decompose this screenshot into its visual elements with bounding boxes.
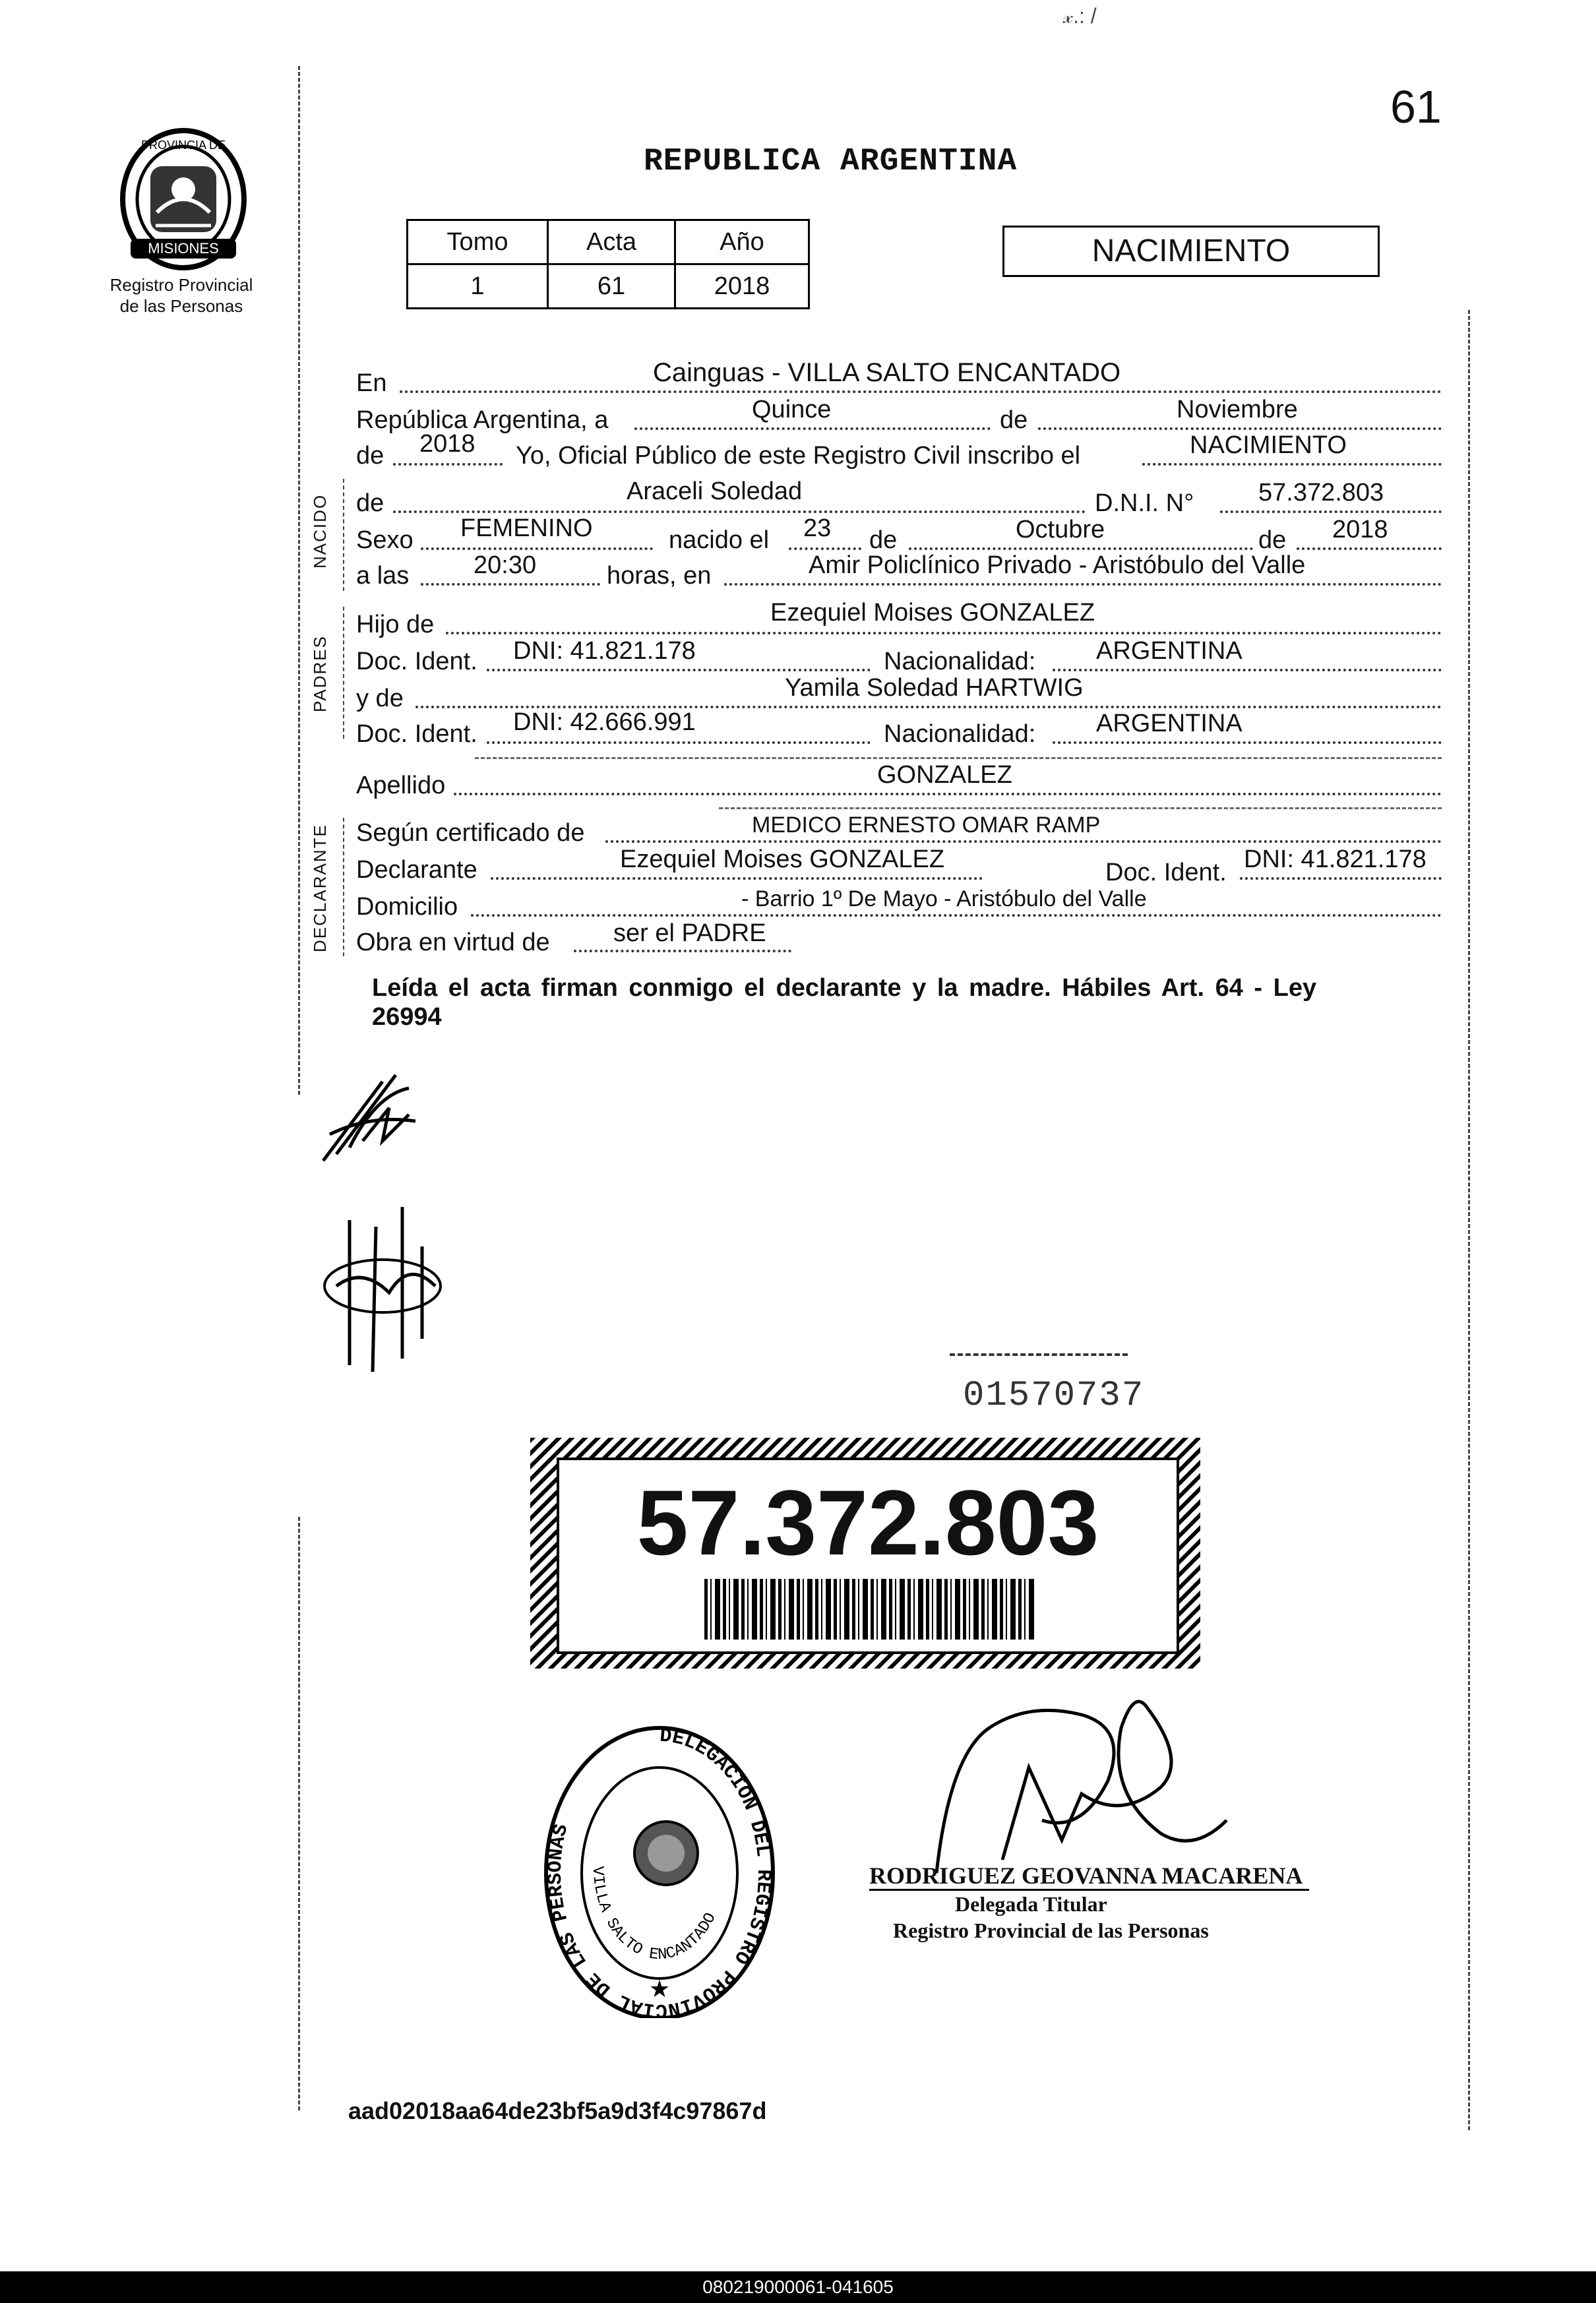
alas-label: a las bbox=[356, 562, 410, 590]
dni-barcode bbox=[704, 1579, 1034, 1640]
signatory-name: RODRIGUEZ GEOVANNA MACARENA bbox=[869, 1862, 1309, 1891]
birth-time-value: 20:30 bbox=[474, 551, 537, 579]
birth-day-value: 23 bbox=[803, 514, 832, 542]
svg-text:★: ★ bbox=[648, 1975, 671, 2002]
father-nat-value: ARGENTINA bbox=[1096, 637, 1243, 665]
dotted-line bbox=[446, 632, 1442, 634]
dotted-line bbox=[724, 583, 1442, 586]
declarante-label: Declarante bbox=[356, 856, 477, 884]
record-table bbox=[406, 219, 810, 309]
nacido-bracket bbox=[343, 479, 344, 591]
officer-text: Yo, Oficial Público de este Registro Civil inscribo el bbox=[516, 442, 1081, 470]
anio-value: 2018 bbox=[675, 264, 809, 309]
horas-label: horas, en bbox=[607, 562, 712, 590]
cert-value: MEDICO ERNESTO OMAR RAMP bbox=[752, 813, 1101, 838]
margin-signature-1 bbox=[310, 1068, 429, 1171]
mother-nat-value: ARGENTINA bbox=[1096, 710, 1243, 737]
dotted-line bbox=[491, 877, 983, 880]
dni-label: D.N.I. N° bbox=[1095, 489, 1194, 517]
country-title: REPUBLICA ARGENTINA bbox=[644, 144, 1018, 179]
shield-emblem-icon bbox=[117, 127, 249, 272]
cert-label: Según certificado de bbox=[356, 819, 585, 847]
signatory-org: Registro Provincial de las Personas bbox=[893, 1919, 1209, 1942]
declarante-doc-value: DNI: 41.821.178 bbox=[1244, 845, 1427, 873]
de-label: de bbox=[356, 442, 384, 470]
margin-signature-2 bbox=[323, 1207, 448, 1382]
top-mark: 𝓍.: / bbox=[1063, 4, 1097, 28]
nac-label: Nacionalidad: bbox=[884, 648, 1036, 675]
domicilio-value: - Barrio 1º De Mayo - Aristóbulo del Valle bbox=[741, 886, 1147, 911]
section-divider bbox=[719, 807, 1442, 809]
birth-month-value: Octubre bbox=[1016, 516, 1105, 543]
obra-value: ser el PADRE bbox=[613, 919, 766, 947]
nacido-label: nacido el bbox=[669, 526, 770, 554]
section-divider bbox=[475, 757, 1442, 759]
apellido-label: Apellido bbox=[356, 772, 446, 799]
obra-label: Obra en virtud de bbox=[356, 929, 550, 956]
de-label: de bbox=[1000, 406, 1028, 434]
father-doc-value: DNI: 41.821.178 bbox=[513, 637, 696, 665]
doc-label: Doc. Ident. bbox=[356, 648, 477, 675]
mother-doc-value: DNI: 42.666.991 bbox=[513, 708, 696, 736]
declarante-value: Ezequiel Moises GONZALEZ bbox=[620, 845, 945, 873]
hijo-label: Hijo de bbox=[356, 611, 435, 638]
dni-sticker bbox=[530, 1438, 1200, 1669]
footer-bar: 080219000061-041605 bbox=[0, 2271, 1596, 2303]
side-label-nacido: NACIDO bbox=[310, 493, 330, 568]
side-label-padres: PADRES bbox=[310, 635, 330, 712]
official-signature bbox=[910, 1688, 1306, 1886]
dotted-line bbox=[421, 583, 600, 586]
nac-label: Nacionalidad: bbox=[884, 720, 1036, 748]
dotted-line bbox=[471, 914, 1442, 917]
svg-text:PROVINCIA DE: PROVINCIA DE bbox=[140, 138, 226, 152]
dotted-line bbox=[393, 463, 503, 466]
dotted-line bbox=[400, 390, 1442, 393]
record-table-values bbox=[408, 264, 809, 309]
doc-label: Doc. Ident. bbox=[356, 720, 477, 748]
de-label: de bbox=[356, 489, 384, 517]
left-margin-line-lower bbox=[298, 1517, 300, 2110]
dotted-line bbox=[574, 950, 791, 952]
dotted-line bbox=[487, 669, 871, 671]
closing-text: Leída el acta firman conmigo el declarante y la madre. Hábiles Art. 64 - Ley 26994 bbox=[372, 974, 1317, 1031]
document-hash: aad02018aa64de23bf5a9d3f4c97867d bbox=[348, 2097, 767, 2124]
serial-dash bbox=[950, 1353, 1128, 1356]
surname-value: GONZALEZ bbox=[877, 761, 1012, 789]
acta-value: 61 bbox=[548, 264, 675, 309]
record-table-header bbox=[408, 220, 809, 264]
dni-sticker-number: 57.372.803 bbox=[636, 1471, 1099, 1574]
office-seal bbox=[541, 1715, 778, 2018]
record-type-box: NACIMIENTO bbox=[1002, 226, 1380, 277]
sexo-value: FEMENINO bbox=[460, 514, 593, 542]
birth-year-value: 2018 bbox=[1332, 516, 1388, 543]
child-dni-value: 57.372.803 bbox=[1258, 479, 1384, 507]
yde-label: y de bbox=[356, 685, 404, 712]
birth-place-value: Amir Policlínico Privado - Aristóbulo del Valle bbox=[809, 551, 1306, 579]
de-label: de bbox=[1258, 526, 1287, 554]
dotted-line bbox=[605, 840, 1442, 843]
sticker-serial: 01570737 bbox=[963, 1376, 1145, 1416]
tomo-header: Tomo bbox=[408, 220, 548, 264]
doc-label: Doc. Ident. bbox=[1105, 859, 1227, 886]
mother-name-value: Yamila Soledad HARTWIG bbox=[785, 674, 1084, 702]
de-label: de bbox=[869, 526, 898, 554]
left-margin-line bbox=[298, 66, 300, 1095]
child-name-value: Araceli Soledad bbox=[627, 477, 803, 505]
declarante-bracket bbox=[343, 818, 344, 956]
year-value: 2018 bbox=[419, 430, 476, 458]
dotted-line bbox=[1297, 547, 1442, 550]
acta-header: Acta bbox=[548, 220, 675, 264]
place-value: Cainguas - VILLA SALTO ENCANTADO bbox=[653, 358, 1121, 387]
registry-name: Registro Provincial de las Personas bbox=[109, 275, 253, 316]
dotted-line bbox=[1053, 741, 1442, 744]
dotted-line bbox=[1142, 463, 1442, 466]
svg-text:VILLA SALTO ENCANTADO: VILLA SALTO ENCANTADO bbox=[588, 1866, 720, 1965]
day-value: Quince bbox=[752, 396, 832, 423]
father-name-value: Ezequiel Moises GONZALEZ bbox=[770, 599, 1095, 627]
anio-header: Año bbox=[675, 220, 809, 264]
signature-block bbox=[869, 1862, 1309, 1944]
month-value: Noviembre bbox=[1177, 396, 1298, 423]
right-margin-line bbox=[1468, 310, 1470, 2130]
dotted-line bbox=[454, 793, 1442, 795]
page-number: 61 bbox=[1390, 81, 1442, 133]
inscribes-value: NACIMIENTO bbox=[1190, 431, 1347, 459]
dotted-line bbox=[1053, 669, 1442, 671]
tomo-value: 1 bbox=[408, 264, 548, 309]
svg-text:MISIONES: MISIONES bbox=[148, 240, 219, 257]
dotted-line bbox=[1240, 877, 1442, 880]
domicilio-label: Domicilio bbox=[356, 893, 458, 921]
dotted-line bbox=[421, 547, 653, 550]
padres-bracket bbox=[343, 607, 344, 739]
sexo-label: Sexo bbox=[356, 526, 414, 554]
dotted-line bbox=[1220, 510, 1442, 513]
province-logo bbox=[117, 127, 249, 272]
dotted-line bbox=[487, 741, 871, 744]
svg-text:DELEGACION DEL REGISTRO PROVIN: DELEGACION DEL REGISTRO PROVINCIAL DE LAS PERSONAS bbox=[544, 1725, 775, 2018]
en-label: En bbox=[356, 369, 387, 397]
republica-label: República Argentina, a bbox=[356, 406, 609, 434]
signatory-title: Delegada Titular bbox=[955, 1892, 1107, 1916]
side-label-declarante: DECLARANTE bbox=[310, 824, 330, 952]
dotted-line bbox=[634, 427, 991, 430]
